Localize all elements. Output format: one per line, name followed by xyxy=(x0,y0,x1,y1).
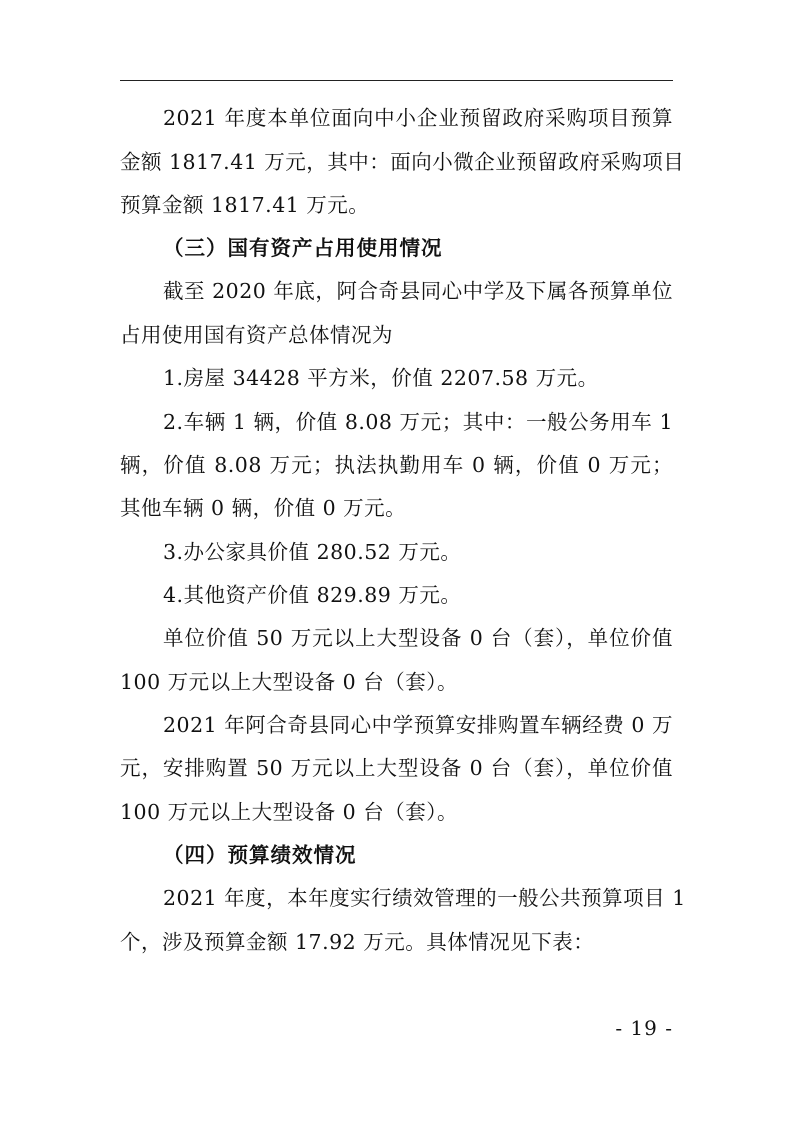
paragraph-line: 100 万元以上大型设备 0 台（套）。 xyxy=(120,670,458,694)
paragraph-line: 其他车辆 0 辆，价值 0 万元。 xyxy=(120,496,407,520)
page-number: - 19 - xyxy=(615,1016,673,1040)
paragraph-line: 截至 2020 年底，阿合奇县同心中学及下属各预算单位 xyxy=(163,279,673,303)
paragraph-line: 100 万元以上大型设备 0 台（套）。 xyxy=(120,800,458,824)
paragraph-line: 2021 年阿合奇县同心中学预算安排购置车辆经费 0 万 xyxy=(163,713,673,737)
section-heading-performance: （四）预算绩效情况 xyxy=(163,843,357,867)
list-item-other-assets: 4.其他资产价值 829.89 万元。 xyxy=(163,583,462,607)
list-item-vehicles: 2.车辆 1 辆，价值 8.08 万元；其中：一般公务用车 1 xyxy=(163,410,673,434)
paragraph-line: 预算金额 1817.41 万元。 xyxy=(120,193,370,217)
paragraph-line: 2021 年度，本年度实行绩效管理的一般公共预算项目 1 xyxy=(163,886,686,910)
header-rule xyxy=(120,80,673,81)
paragraph-line: 单位价值 50 万元以上大型设备 0 台（套），单位价值 xyxy=(163,626,673,650)
paragraph-line: 辆，价值 8.08 万元；执法执勤用车 0 辆，价值 0 万元； xyxy=(120,453,673,477)
paragraph-line: 金额 1817.41 万元，其中：面向小微企业预留政府采购项目 xyxy=(120,150,685,174)
paragraph-line: 2021 年度本单位面向中小企业预留政府采购项目预算 xyxy=(163,106,673,130)
section-heading-assets: （三）国有资产占用使用情况 xyxy=(163,236,443,260)
paragraph-line: 占用使用国有资产总体情况为 xyxy=(120,323,393,347)
list-item-furniture: 3.办公家具价值 280.52 万元。 xyxy=(163,540,462,564)
list-item-housing: 1.房屋 34428 平方米，价值 2207.58 万元。 xyxy=(163,366,599,390)
paragraph-line: 个，涉及预算金额 17.92 万元。具体情况见下表： xyxy=(120,930,595,954)
paragraph-line: 元，安排购置 50 万元以上大型设备 0 台（套），单位价值 xyxy=(120,756,673,780)
